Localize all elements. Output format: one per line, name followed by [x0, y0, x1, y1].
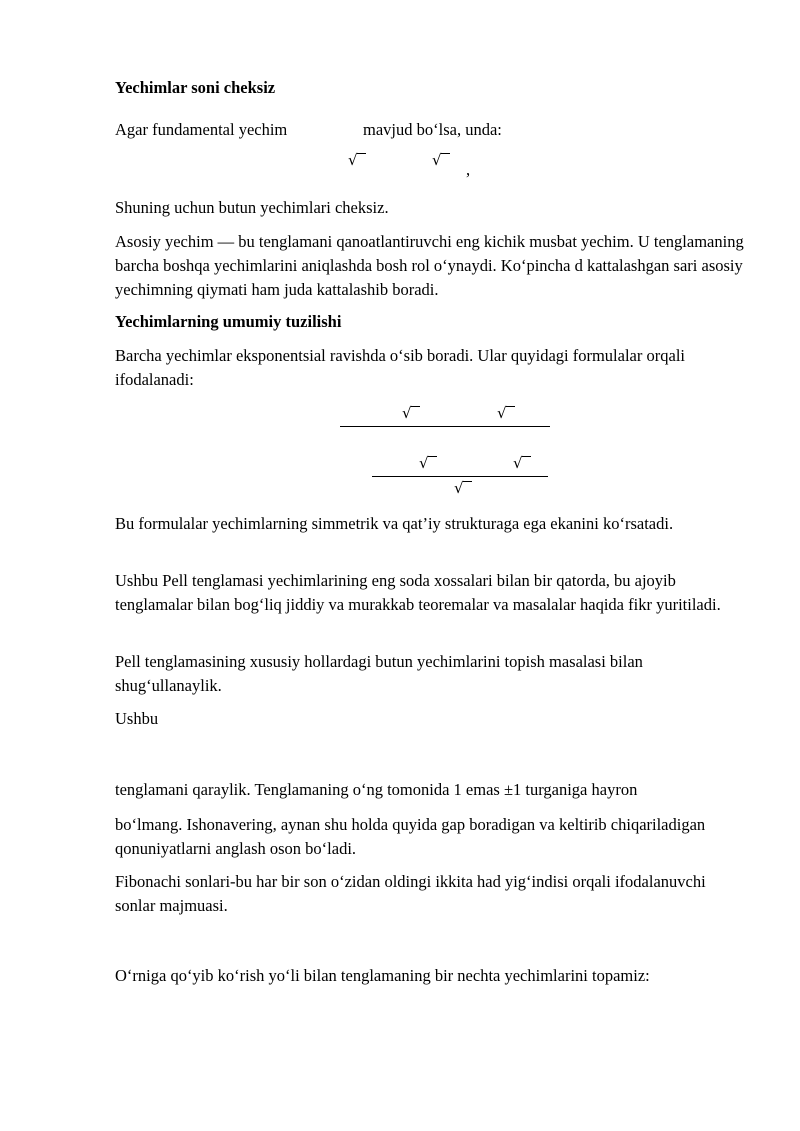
paragraph: Barcha yechimlar eksponentsial ravishda o‘sib boradi. Ular quyidagi formulalar orqali ifodalanadi: — [115, 346, 685, 389]
radical-sign: √ — [454, 480, 464, 496]
paragraph: Asosiy yechim — bu tenglamani qanoatlantiruvchi eng kichik musbat yechim. U tenglamaning barcha boshqa yechimlarini aniqlashda bosh rol o‘ynaydi. Ko‘pincha d kattalashgan sari asosiy yechimning qiymati ham juda kattalashib boradi. — [115, 232, 744, 299]
heading-general-structure: Yechimlarning umumiy tuzilishi — [115, 312, 342, 331]
intro-text-right: mavjud bo‘lsa, unda: — [363, 120, 502, 139]
radical-sign: √ — [402, 405, 412, 421]
paragraph: Ushbu — [115, 709, 159, 728]
radical-sign: √ — [513, 455, 523, 471]
radical-sign: √ — [419, 455, 429, 471]
fraction-bar — [340, 426, 550, 427]
paragraph: Ushbu Pell tenglamasi yechimlarining eng soda xossalari bilan bir qatorda, bu ajoyib tenglamalar bilan bog‘liq jiddiy va murakkab teoremalar va masalalar haqida fikr yuritiladi. — [115, 571, 721, 614]
paragraph: Shuning uchun butun yechimlari cheksiz. — [115, 198, 389, 217]
heading-infinite-solutions: Yechimlar soni cheksiz — [115, 78, 276, 97]
paragraph: O‘rniga qo‘yib ko‘rish yo‘li bilan tenglamaning bir nechta yechimlarini topamiz: — [115, 966, 650, 985]
formula-comma: , — [466, 160, 471, 179]
paragraph: Bu formulalar yechimlarning simmetrik va qat’iy strukturaga ega ekanini ko‘rsatadi. — [115, 514, 674, 533]
paragraph: bo‘lmang. Ishonavering, aynan shu holda quyida gap boradigan va keltirib chiqariladigan qonuniyatlarni anglash oson bo‘ladi. — [115, 815, 706, 858]
paragraph: Fibonachi sonlari-bu har bir son o‘zidan oldingi ikkita had yig‘indisi orqali ifodalanuvchi sonlar majmuasi. — [115, 872, 706, 915]
intro-text-left: Agar fundamental yechim — [115, 120, 288, 139]
radical-sign: √ — [432, 152, 442, 168]
fraction-bar — [372, 476, 548, 477]
paragraph: tenglamani qaraylik. Tenglamaning o‘ng tomonida 1 emas ±1 turganiga hayron — [115, 780, 638, 799]
radical-sign: √ — [348, 152, 358, 168]
paragraph: Pell tenglamasining xususiy hollardagi butun yechimlarini topish masalasi bilan shug‘ullanaylik. — [115, 652, 643, 695]
radical-sign: √ — [497, 405, 507, 421]
